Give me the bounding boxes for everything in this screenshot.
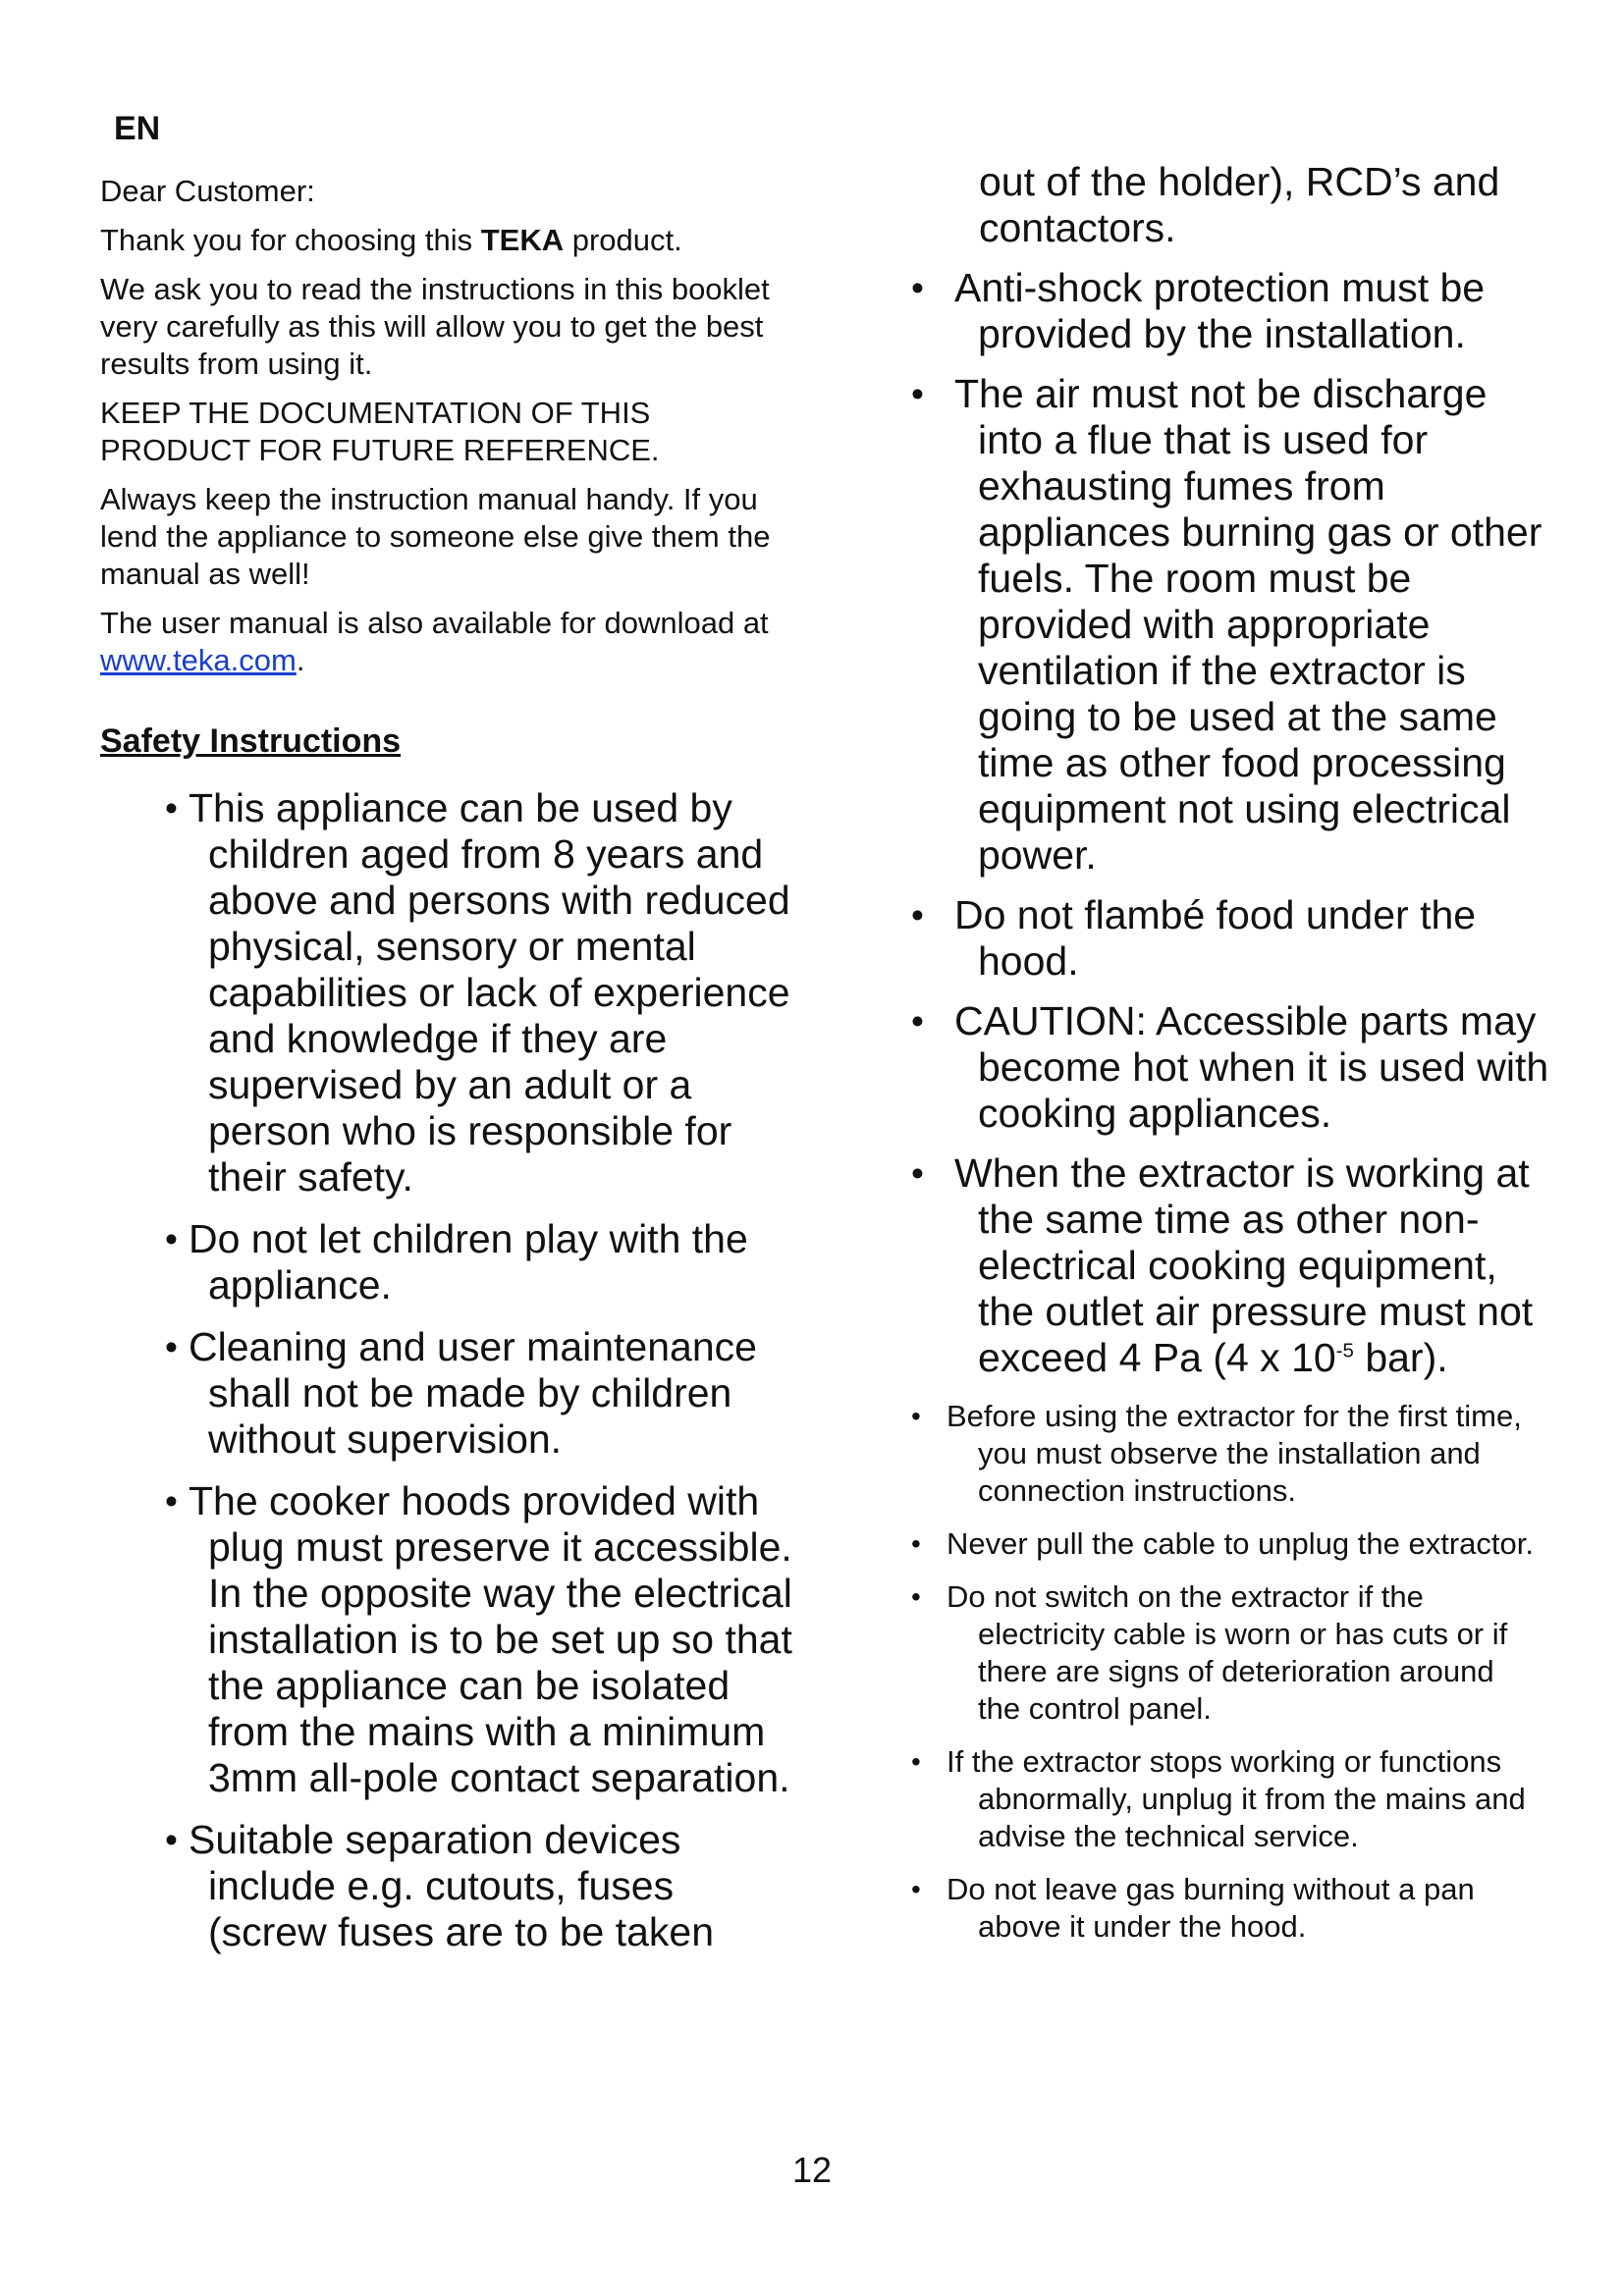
- list-item-text: Do not switch on the extractor if the electricity cable is worn or has cuts or if there are signs of deterioration around the control panel.: [947, 1579, 1508, 1726]
- keep-handy-text: Always keep the instruction manual handy. If you lend the appliance to someone else give them the manual as well!: [100, 482, 771, 591]
- list-item: [165, 1216, 793, 1308]
- list-item: [911, 1398, 1540, 1510]
- bullet-icon: •: [165, 1481, 178, 1522]
- list-item-text: The air must not be discharge into a flue that is used for exhausting fumes from appliances burning gas or other fuels. The room must be provided with appropriate ventilation if the extractor is going to be used at the same time as other food processing equipment not using electrical power.: [954, 371, 1543, 878]
- list-item: [911, 1525, 1540, 1563]
- download-text: [100, 605, 787, 679]
- list-item-text: [954, 1150, 1549, 1381]
- list-item: [911, 1871, 1540, 1946]
- list-item: [165, 785, 793, 1201]
- thanks-before: Thank you for choosing this: [100, 223, 481, 257]
- bullet-icon: •: [911, 374, 924, 414]
- bullet-icon: •: [911, 1153, 924, 1194]
- thanks-after: product.: [564, 223, 682, 257]
- bullet-icon: •: [911, 1001, 924, 1041]
- bullet-icon: •: [911, 1581, 921, 1612]
- language-label: EN: [114, 110, 161, 147]
- continued-text: out of the holder), RCD’s and contactors.: [979, 159, 1500, 250]
- bullet-icon: •: [165, 788, 178, 828]
- bullet-icon: •: [911, 1874, 921, 1904]
- list-item-text: The cooker hoods provided with plug must preserve it accessible. In the opposite way the electrical installation is to be set up so that the appliance can be isolated from the mains with a minimum 3mm all-pole contact separation.: [189, 1478, 792, 1800]
- list-item: [911, 371, 1549, 879]
- list-item: [911, 1578, 1540, 1728]
- pressure-text: When the extractor is working at the same time as other non-electrical cooking equipment, the outlet air pressure must not exceed 4 Pa (4 x 10: [954, 1150, 1534, 1380]
- safety-list-right: [911, 265, 1549, 1395]
- list-item-text: Before using the extractor for the first time, you must observe the installation and connection instructions.: [947, 1399, 1522, 1508]
- list-item-text: Suitable separation devices include e.g. cutouts, fuses (screw fuses are to be taken: [189, 1817, 715, 1954]
- list-item: [165, 1478, 793, 1801]
- list-item: [911, 265, 1549, 357]
- list-item-text: Do not flambé food under the hood.: [954, 892, 1477, 984]
- list-item: [911, 892, 1549, 985]
- bullet-icon: •: [165, 1327, 178, 1367]
- bullet-icon: •: [911, 1528, 921, 1559]
- list-item-text: CAUTION: Accessible parts may become hot when it is used with cooking appliances.: [954, 998, 1549, 1136]
- list-item: [165, 1324, 793, 1463]
- list-item: [911, 1743, 1540, 1855]
- safety-list-left: [165, 785, 793, 1971]
- safety-instructions-heading: Safety Instructions: [100, 722, 402, 760]
- download-after: .: [296, 643, 305, 677]
- teka-website-link[interactable]: www.teka.com: [100, 643, 297, 677]
- bullet-icon: •: [911, 1746, 921, 1777]
- pressure-exponent: -5: [1335, 1339, 1354, 1362]
- greeting: Dear Customer:: [100, 174, 315, 208]
- bullet-icon: •: [911, 1401, 921, 1431]
- bullet-icon: •: [165, 1219, 178, 1259]
- safety-list-right-small: [911, 1398, 1540, 1961]
- list-item-text: Anti-shock protection must be provided by the installation.: [954, 265, 1486, 356]
- bullet-icon: •: [911, 895, 924, 935]
- bullet-icon: •: [165, 1820, 178, 1860]
- list-item-text: Do not leave gas burning without a pan above it under the hood.: [947, 1872, 1475, 1944]
- intro-section: [100, 173, 787, 691]
- list-item-text: Do not let children play with the appliance.: [189, 1216, 748, 1308]
- download-before: The user manual is also available for download at: [100, 606, 769, 640]
- pressure-unit: bar).: [1353, 1335, 1448, 1380]
- list-item-pressure: [911, 1150, 1549, 1381]
- list-item: [165, 1817, 793, 1955]
- list-item: [911, 998, 1549, 1137]
- keep-documentation-text: KEEP THE DOCUMENTATION OF THIS PRODUCT FOR FUTURE REFERENCE.: [100, 396, 660, 467]
- list-item-text: If the extractor stops working or functions abnormally, unplug it from the mains and advise the technical service.: [947, 1744, 1526, 1853]
- thanks-text: [100, 222, 787, 259]
- read-instructions-text: We ask you to read the instructions in this booklet very carefully as this will allow you to get the best results from using it.: [100, 272, 770, 381]
- list-item-text: Never pull the cable to unplug the extractor.: [947, 1526, 1534, 1561]
- bullet-icon: •: [911, 268, 924, 308]
- list-item-text: This appliance can be used by children aged from 8 years and above and persons with reduced physical, sensory or mental capabilities or lack of experience and knowledge if they are supervised by an adult or a person who is responsible for their safety.: [189, 785, 790, 1200]
- page-number: 12: [791, 2150, 833, 2190]
- brand-name: TEKA: [480, 223, 565, 257]
- list-item-text: Cleaning and user maintenance shall not be made by children without supervision.: [189, 1324, 757, 1462]
